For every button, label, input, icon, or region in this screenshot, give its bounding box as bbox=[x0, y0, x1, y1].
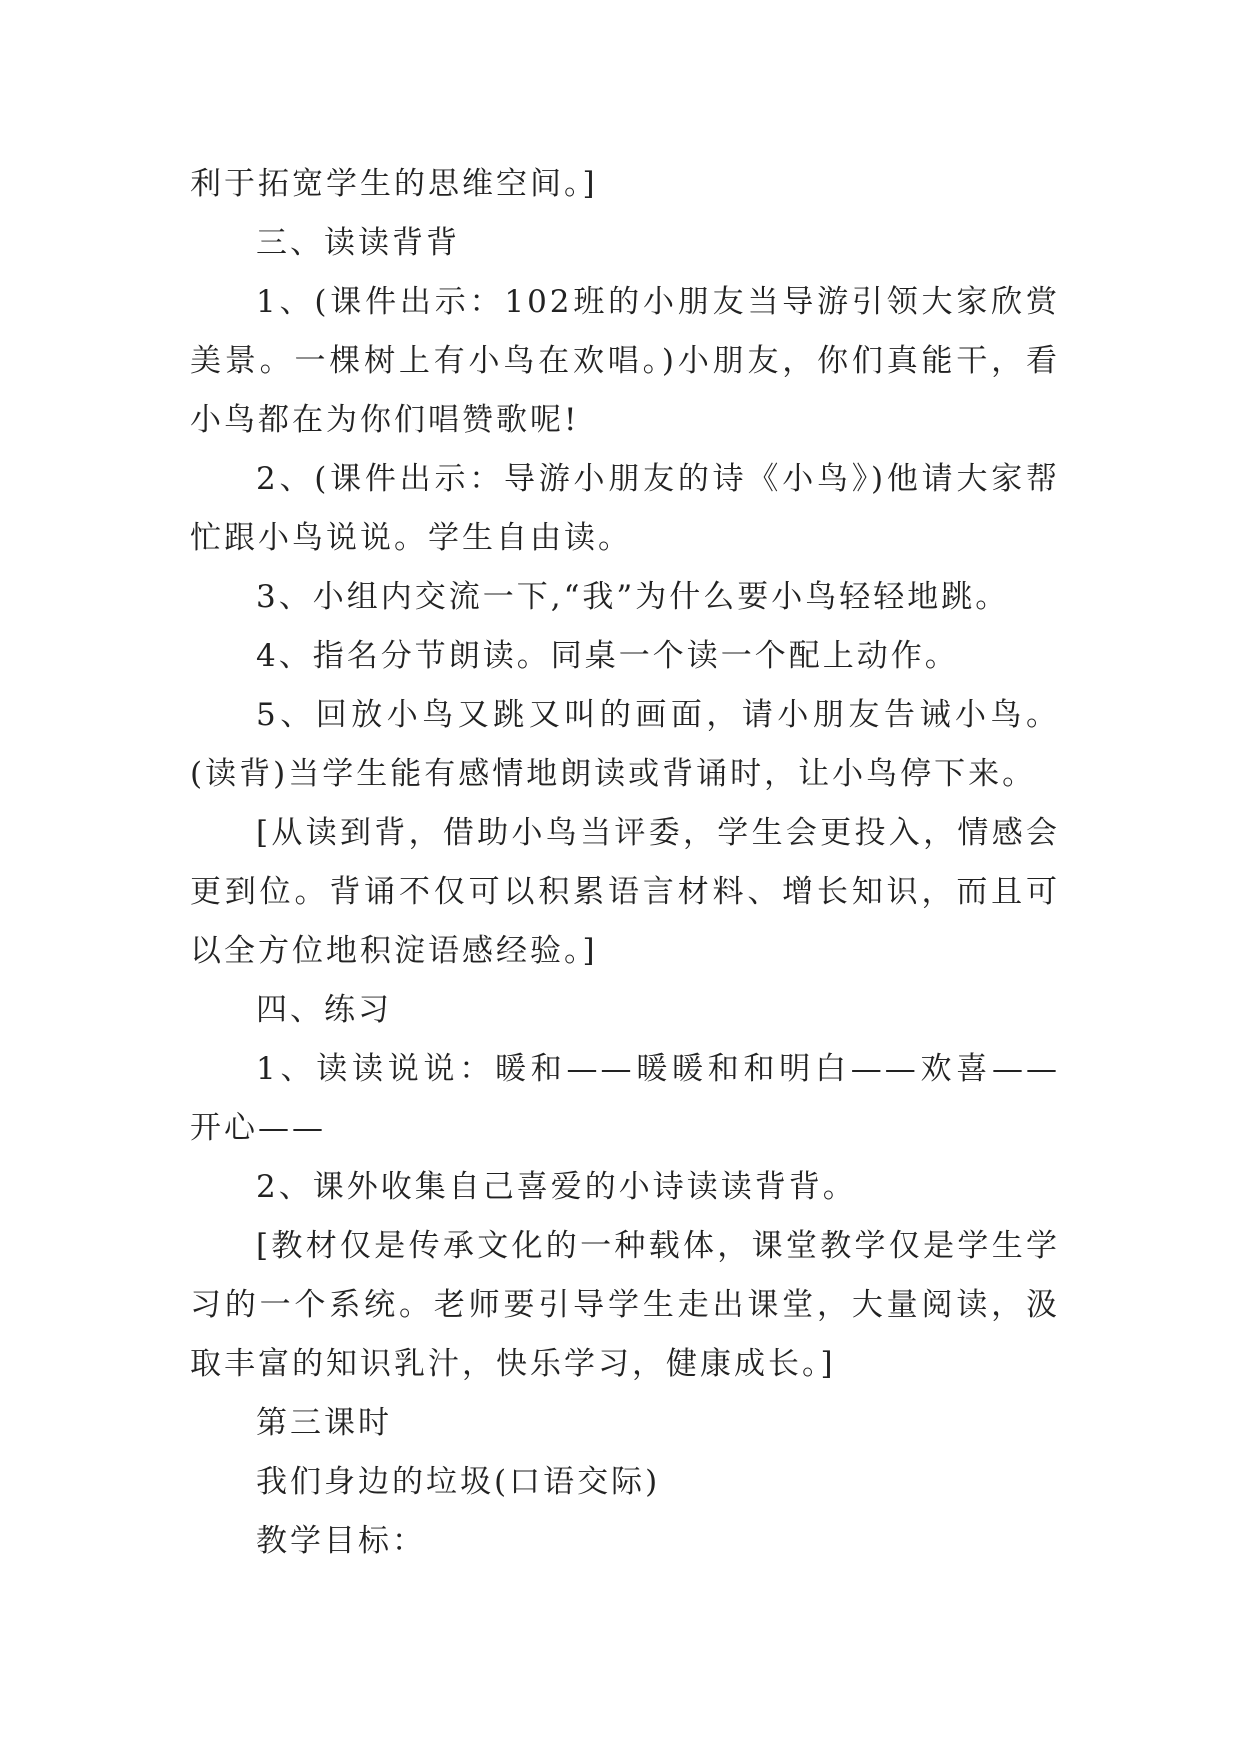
paragraph: 4、指名分节朗读。同桌一个读一个配上动作。 bbox=[256, 638, 959, 674]
paragraph: 3、小组内交流一下,“我”为什么要小鸟轻轻地跳。 bbox=[256, 579, 1010, 615]
objectives-heading: 教学目标： bbox=[256, 1523, 426, 1559]
commentary-paragraph: [教材仅是传承文化的一种载体，课堂教学仅是学生学习的一个系统。老师要引导学生走出课堂，大量阅读，汲取丰富的知识乳汁，快乐学习，健康成长。] bbox=[190, 1228, 1060, 1382]
paragraph: 1、(课件出示：102班的小朋友当导游引领大家欣赏美景。一棵树上有小鸟在欢唱。)小朋友，你们真能干，看小鸟都在为你们唱赞歌呢! bbox=[190, 284, 1060, 438]
lesson-heading: 第三课时 bbox=[256, 1405, 392, 1441]
paragraph: 2、课外收集自己喜爱的小诗读读背背。 bbox=[256, 1169, 857, 1205]
paragraph: 5、回放小鸟又跳又叫的画面，请小朋友告诫小鸟。(读背)当学生能有感情地朗读或背诵时，让小鸟停下来。 bbox=[190, 697, 1060, 792]
paragraph: 利于拓宽学生的思维空间。] bbox=[190, 166, 598, 202]
section-heading-practice: 四、练习 bbox=[256, 992, 392, 1028]
document-body bbox=[190, 155, 1060, 1571]
section-heading-reading: 三、读读背背 bbox=[256, 225, 460, 261]
lesson-title: 我们身边的垃圾(口语交际) bbox=[256, 1464, 661, 1500]
commentary-paragraph: [从读到背，借助小鸟当评委，学生会更投入，情感会更到位。背诵不仅可以积累语言材料、增长知识，而且可以全方位地积淀语感经验。] bbox=[190, 815, 1060, 969]
paragraph: 1、读读说说：暖和——暖暖和和明白——欢喜——开心—— bbox=[190, 1051, 1060, 1146]
paragraph: 2、(课件出示：导游小朋友的诗《小鸟》)他请大家帮忙跟小鸟说说。学生自由读。 bbox=[190, 461, 1060, 556]
